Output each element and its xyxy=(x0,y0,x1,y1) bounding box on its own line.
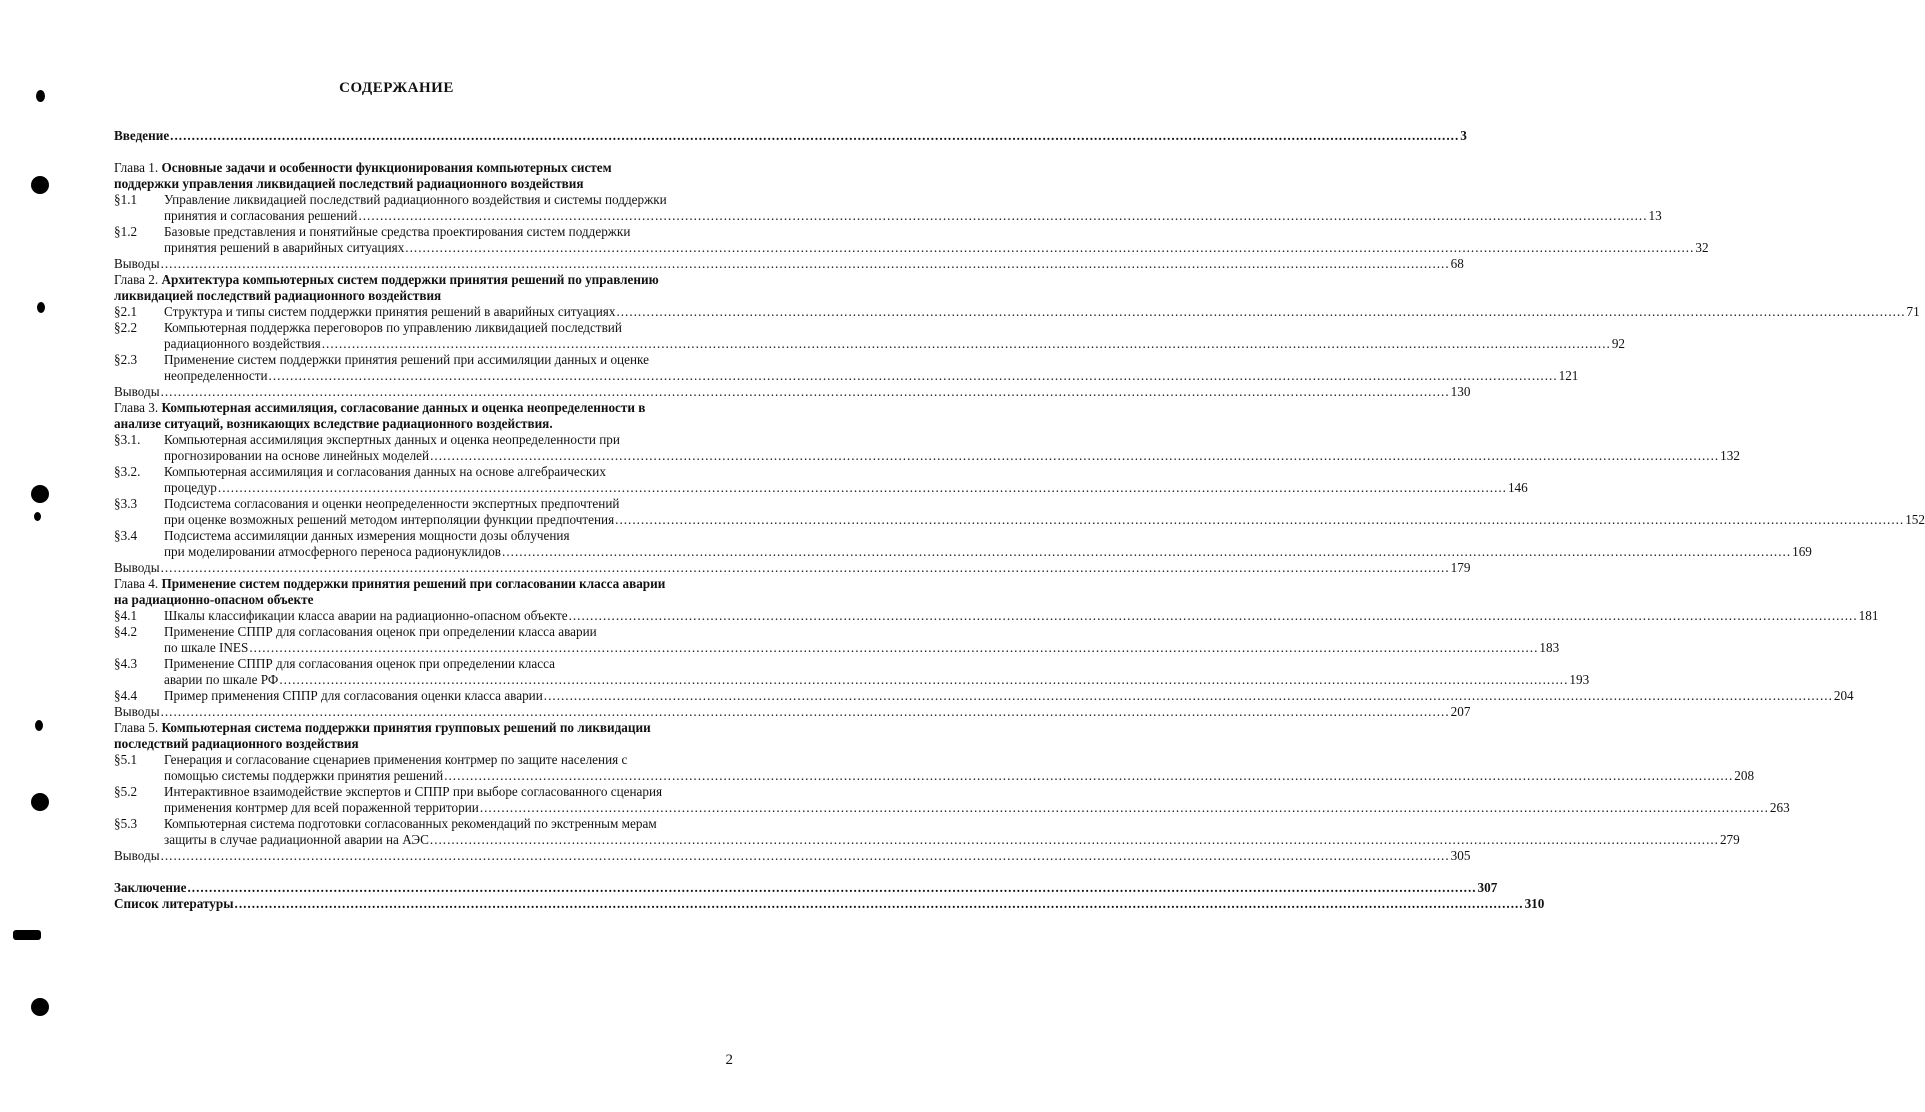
punch-hole xyxy=(35,720,43,731)
toc-entry-label: Список литературы xyxy=(114,896,234,911)
section-title-line: Интерактивное взаимодействие экспертов и СППР при выборе согласованного сценария xyxy=(164,784,663,799)
section-title-line: Компьютерная ассимиляция и согласования данных на основе алгебраических xyxy=(164,464,606,479)
toc-page-number: 305 xyxy=(1450,848,1471,863)
toc-page-number: 68 xyxy=(1450,256,1464,271)
section-number: §1.1 xyxy=(114,192,138,207)
chapter-summary[interactable] xyxy=(114,848,1471,864)
table-of-contents xyxy=(114,128,1925,912)
section-title-last-line xyxy=(164,688,1854,704)
toc-section[interactable] xyxy=(114,320,1625,352)
section-title-last-line xyxy=(164,208,1662,224)
dot-leader xyxy=(502,544,1791,560)
toc-page-number: 146 xyxy=(1507,480,1528,495)
section-title-line: неопределенности xyxy=(164,368,268,383)
dot-leader xyxy=(616,304,1905,320)
section-body xyxy=(164,320,1625,352)
section-title-line: помощью системы поддержки принятия решений xyxy=(164,768,444,783)
dot-leader xyxy=(161,384,1450,400)
section-number: §4.3 xyxy=(114,656,138,671)
dot-leader xyxy=(269,368,1558,384)
section-title-line: прогнозировании на основе линейных моделей xyxy=(164,448,430,463)
chapter-block xyxy=(114,400,1925,576)
toc-page-number: 310 xyxy=(1524,896,1545,911)
toc-page-number: 71 xyxy=(1906,304,1920,319)
section-body xyxy=(164,528,1812,560)
chapter-title-line[interactable] xyxy=(114,576,728,592)
section-title-last-line xyxy=(164,448,1740,464)
toc-page-number: 130 xyxy=(1450,384,1471,399)
section-number: §4.4 xyxy=(114,688,138,703)
section-title-last-line xyxy=(164,336,1625,352)
section-body xyxy=(164,784,1790,816)
section-title-line: Подсистема согласования и оценки неопределенности экспертных предпочтений xyxy=(164,496,620,511)
toc-entry-label: Выводы xyxy=(114,560,160,575)
section-title-last-line xyxy=(164,768,1754,784)
chapter-title-line[interactable] xyxy=(114,160,728,176)
chapter-title: Компьютерная система поддержки принятия групповых решений по ликвидации xyxy=(161,720,651,735)
toc-section[interactable] xyxy=(114,608,1879,624)
section-title-line: процедур xyxy=(164,480,217,495)
section-number: §4.2 xyxy=(114,624,138,639)
toc-section[interactable] xyxy=(114,784,1790,816)
chapter-label: Глава 4. xyxy=(114,576,162,591)
chapter-title-line[interactable]: анализе ситуаций, возникающих вследствие радиационного воздействия. xyxy=(114,416,553,431)
section-title-line: Генерация и согласование сценариев применения контрмер по защите населения с xyxy=(164,752,628,767)
section-title-line: принятия и согласования решений xyxy=(164,208,358,223)
punch-hole xyxy=(31,793,49,811)
chapter-title-line[interactable]: последствий радиационного воздействия xyxy=(114,736,359,751)
chapter-title-line[interactable] xyxy=(114,272,728,288)
section-number: §2.2 xyxy=(114,320,138,335)
section-number: §5.2 xyxy=(114,784,138,799)
dot-leader xyxy=(279,672,1568,688)
chapter-block xyxy=(114,160,1709,272)
dot-leader xyxy=(358,208,1647,224)
section-title-last-line xyxy=(164,832,1740,848)
toc-references[interactable] xyxy=(114,896,1545,912)
page-number: 2 xyxy=(725,1052,733,1068)
section-title-line: Управление ликвидацией последствий радиационного воздействия и системы поддержки xyxy=(164,192,667,207)
dot-leader xyxy=(161,256,1450,272)
toc-section[interactable] xyxy=(114,224,1709,256)
toc-entry-label: Выводы xyxy=(114,848,160,863)
toc-page-number: 307 xyxy=(1477,880,1498,895)
dot-leader xyxy=(322,336,1611,352)
toc-page-number: 92 xyxy=(1611,336,1625,351)
dot-leader xyxy=(235,896,1524,912)
section-title-line: принятия решений в аварийных ситуациях xyxy=(164,240,405,255)
section-number: §3.3 xyxy=(114,496,138,511)
section-number: §5.1 xyxy=(114,752,138,767)
section-title-last-line xyxy=(164,240,1709,256)
section-number: §2.1 xyxy=(114,304,138,319)
section-number: §3.4 xyxy=(114,528,138,543)
chapter-title: Основные задачи и особенности функционирования компьютерных систем xyxy=(161,160,612,175)
dot-leader xyxy=(444,768,1733,784)
section-title-line: Подсистема ассимиляции данных измерения мощности дозы облучения xyxy=(164,528,570,543)
dot-leader xyxy=(161,560,1450,576)
section-title-line: Структура и типы систем поддержки принятия решений в аварийных ситуациях xyxy=(164,304,616,319)
section-body xyxy=(164,752,1754,784)
punch-hole xyxy=(31,485,49,503)
section-title-line: применения контрмер для всей пораженной территории xyxy=(164,800,479,815)
toc-entry-label: Выводы xyxy=(114,704,160,719)
toc-page-number: 169 xyxy=(1792,544,1812,559)
toc-page-number: 121 xyxy=(1558,368,1579,383)
section-title-last-line xyxy=(164,368,1578,384)
section-body xyxy=(164,656,1589,688)
toc-page-number: 279 xyxy=(1719,832,1740,847)
section-number: §3.2. xyxy=(114,464,141,479)
toc-page-number: 13 xyxy=(1648,208,1662,223)
chapter-label: Глава 3. xyxy=(114,400,162,415)
toc-entry-label: Введение xyxy=(114,128,170,143)
dot-leader xyxy=(569,608,1858,624)
toc-section[interactable] xyxy=(114,816,1740,848)
punch-hole xyxy=(34,512,41,521)
dot-leader xyxy=(430,448,1719,464)
toc-entry-label: Выводы xyxy=(114,256,160,271)
chapter-label: Глава 5. xyxy=(114,720,162,735)
section-body xyxy=(164,688,1854,704)
section-body xyxy=(164,192,1662,224)
toc-section[interactable] xyxy=(114,432,1740,464)
section-title-line: защиты в случае радиационной аварии на АЭС xyxy=(164,832,429,847)
chapter-title: Компьютерная ассимиляция, согласование данных и оценка неопределенности в xyxy=(161,400,646,415)
section-title-line: при моделировании атмосферного переноса радионуклидов xyxy=(164,544,502,559)
chapter-title-line[interactable]: на радиационно-опасном объекте xyxy=(114,592,314,607)
chapter-block xyxy=(114,720,1790,864)
section-title-last-line xyxy=(164,512,1925,528)
toc-page-number: 32 xyxy=(1695,240,1709,255)
chapter-label: Глава 2. xyxy=(114,272,162,287)
dot-leader xyxy=(187,880,1476,896)
section-number: §4.1 xyxy=(114,608,138,623)
section-title-line: Компьютерная поддержка переговоров по управлению ликвидацией последствий xyxy=(164,320,622,335)
chapter-title-line[interactable]: ликвидацией последствий радиационного воздействия xyxy=(114,288,442,303)
toc-section[interactable] xyxy=(114,192,1662,224)
toc-section[interactable] xyxy=(114,304,1920,320)
toc-page-number: 183 xyxy=(1539,640,1560,655)
toc-section[interactable] xyxy=(114,688,1854,704)
section-title-line: Применение СППР для согласования оценок при определении класса xyxy=(164,656,555,671)
section-title-last-line xyxy=(164,672,1589,688)
section-title-line: Применение систем поддержки принятия решений при ассимиляции данных и оценке xyxy=(164,352,649,367)
dot-leader xyxy=(615,512,1904,528)
section-number: §3.1. xyxy=(114,432,141,447)
section-number: §5.3 xyxy=(114,816,138,831)
toc-page-number: 263 xyxy=(1769,800,1790,815)
dot-leader xyxy=(480,800,1769,816)
section-body xyxy=(164,816,1740,848)
section-body xyxy=(164,224,1709,256)
dot-leader xyxy=(218,480,1507,496)
toc-page-number: 208 xyxy=(1734,768,1755,783)
section-title-line: при оценке возможных решений методом интерполяции функции предпочтения xyxy=(164,512,615,527)
dot-leader xyxy=(170,128,1459,144)
chapter-title: Архитектура компьютерных систем поддержки принятия решений по управлению xyxy=(161,272,659,287)
section-title-line: Применение СППР для согласования оценок при определении класса аварии xyxy=(164,624,597,639)
section-title-line: Компьютерная система подготовки согласованных рекомендаций по экстренным мерам xyxy=(164,816,657,831)
dot-leader xyxy=(430,832,1719,848)
page-title: СОДЕРЖАНИЕ xyxy=(339,80,454,96)
section-title-line: Компьютерная ассимиляция экспертных данных и оценка неопределенности при xyxy=(164,432,620,447)
section-number: §2.3 xyxy=(114,352,138,367)
chapter-block xyxy=(114,576,1879,720)
section-title-last-line xyxy=(164,544,1812,560)
chapter-title-line[interactable] xyxy=(114,400,728,416)
section-title-last-line xyxy=(164,800,1790,816)
section-title-line: Базовые представления и понятийные средства проектирования систем поддержки xyxy=(164,224,631,239)
dot-leader xyxy=(249,640,1538,656)
toc-section[interactable] xyxy=(114,656,1590,688)
punch-hole xyxy=(37,302,45,313)
section-body xyxy=(164,608,1878,624)
section-body xyxy=(164,432,1740,464)
section-number: §1.2 xyxy=(114,224,138,239)
section-title-line: радиационного воздействия xyxy=(164,336,321,351)
toc-page-number: 193 xyxy=(1569,672,1590,687)
section-title-line: аварии по шкале РФ xyxy=(164,672,279,687)
section-title-line: Пример применения СППР для согласования оценки класса аварии xyxy=(164,688,543,703)
toc-section[interactable] xyxy=(114,752,1755,784)
punch-hole xyxy=(31,998,49,1016)
punch-hole xyxy=(36,90,45,102)
chapter-title: Применение систем поддержки принятия решений при согласовании класса аварии xyxy=(161,576,666,591)
section-title-line: Шкалы классификации класса аварии на радиационно-опасном объекте xyxy=(164,608,568,623)
dot-leader xyxy=(161,704,1450,720)
toc-section[interactable] xyxy=(114,352,1579,384)
dot-leader xyxy=(405,240,1694,256)
toc-page-number: 207 xyxy=(1450,704,1471,719)
toc-intro[interactable] xyxy=(114,128,1467,144)
toc-entry-label: Заключение xyxy=(114,880,187,895)
section-title-last-line xyxy=(164,304,1920,320)
chapters-list xyxy=(114,160,1925,864)
toc-section[interactable] xyxy=(114,528,1812,560)
section-title-line: по шкале INES xyxy=(164,640,249,655)
section-body xyxy=(164,464,1528,496)
section-body xyxy=(164,624,1559,656)
toc-page-number: 204 xyxy=(1833,688,1854,703)
toc-page-number: 152 xyxy=(1905,512,1925,527)
punch-hole xyxy=(31,176,49,194)
chapter-summary[interactable] xyxy=(114,704,1471,720)
chapter-title-line[interactable]: поддержки управления ликвидацией последствий радиационного воздействия xyxy=(114,176,584,191)
toc-section[interactable] xyxy=(114,464,1528,496)
chapter-label: Глава 1. xyxy=(114,160,162,175)
section-body xyxy=(164,496,1925,528)
chapter-summary[interactable] xyxy=(114,256,1464,272)
section-body xyxy=(164,304,1920,320)
toc-section[interactable] xyxy=(114,624,1560,656)
section-body xyxy=(164,352,1578,384)
chapter-block xyxy=(114,272,1920,400)
toc-entry-label: Выводы xyxy=(114,384,160,399)
toc-page-number: 132 xyxy=(1720,448,1740,463)
chapter-summary[interactable] xyxy=(114,560,1471,576)
punch-hole xyxy=(13,930,41,940)
toc-page-number: 3 xyxy=(1460,128,1467,143)
toc-page-number: 181 xyxy=(1858,608,1879,623)
section-title-last-line xyxy=(164,608,1878,624)
dot-leader xyxy=(544,688,1833,704)
chapter-title-line[interactable] xyxy=(114,720,728,736)
section-title-last-line xyxy=(164,480,1528,496)
toc-page-number: 179 xyxy=(1450,560,1471,575)
dot-leader xyxy=(161,848,1450,864)
toc-conclusion[interactable] xyxy=(114,880,1498,896)
chapter-summary[interactable] xyxy=(114,384,1471,400)
section-title-last-line xyxy=(164,640,1559,656)
toc-section[interactable] xyxy=(114,496,1925,528)
